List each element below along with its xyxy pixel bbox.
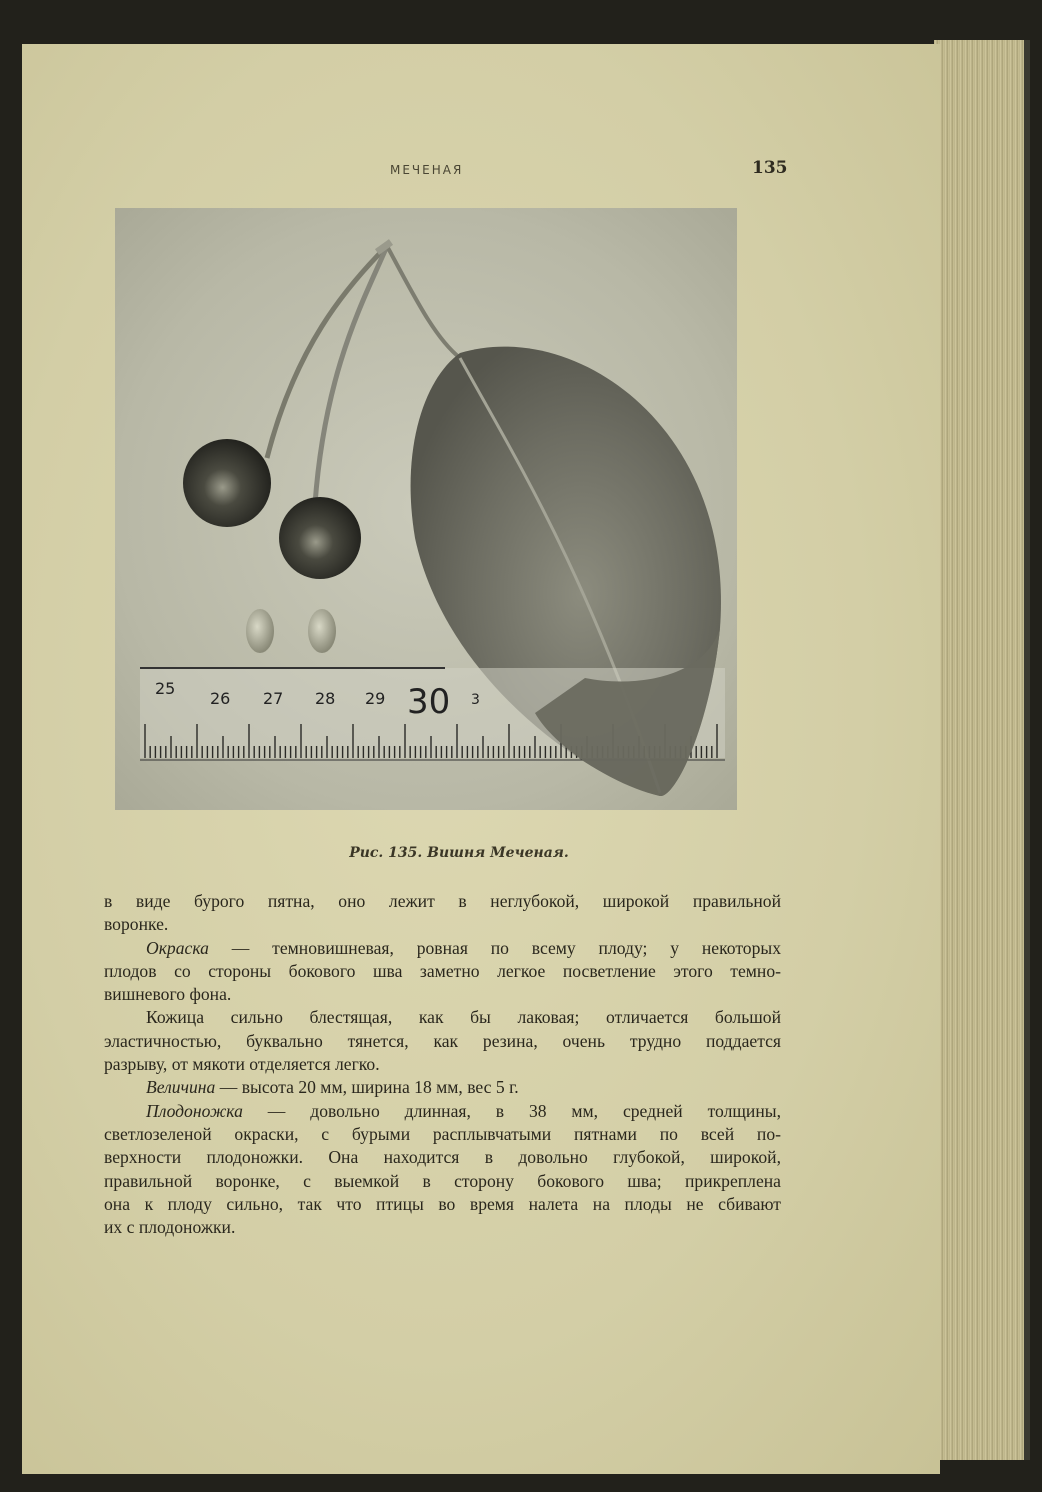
text-line: она к плоду сильно, так что птицы во время налета на плоды не сбивают bbox=[104, 1193, 781, 1214]
cherry-leaf-illustration bbox=[115, 208, 737, 810]
text-line: воронке. bbox=[104, 914, 169, 935]
text-line: плодов со стороны бокового шва заметно легкое посветление этого темно- bbox=[104, 960, 781, 981]
ruler-label-27: 27 bbox=[263, 689, 284, 708]
leaf-petiole bbox=[387, 246, 460, 358]
paragraph-stalk-line2 bbox=[104, 1123, 781, 1146]
paragraph-color-line3 bbox=[104, 983, 781, 1006]
text-line: Кожица сильно блестящая, как бы лаковая; отличается большой bbox=[146, 1007, 781, 1028]
figure-photo bbox=[115, 208, 737, 810]
paragraph-skin-line2 bbox=[104, 1030, 781, 1053]
ruler-label-25: 25 bbox=[155, 679, 176, 698]
paragraph-stalk-line4 bbox=[104, 1170, 781, 1193]
ruler-label-30: 30 bbox=[407, 682, 451, 722]
ruler-label-26: 26 bbox=[210, 689, 231, 708]
term-stalk: Плодоножка bbox=[146, 1100, 243, 1121]
paragraph-1-end bbox=[104, 913, 781, 936]
cherry-fruit-right bbox=[279, 497, 361, 579]
term-size: Величина bbox=[146, 1077, 216, 1098]
text-line: разрыву, от мякоти отделяется легко. bbox=[104, 1054, 380, 1075]
paragraph-1 bbox=[104, 890, 781, 913]
paragraph-skin-line3 bbox=[104, 1053, 781, 1076]
paragraph-skin bbox=[104, 1006, 781, 1029]
paragraph-stalk-line6 bbox=[104, 1216, 781, 1239]
text-line: — темновишневая, ровная по всему плоду; у некоторых bbox=[208, 937, 781, 958]
text-line: светлозеленой окраски, с бурыми расплывчатыми пятнами по всей по- bbox=[104, 1123, 781, 1144]
text-line: эластичностью, буквально тянется, как резина, очень трудно поддается bbox=[104, 1030, 781, 1051]
book-page-edges bbox=[934, 40, 1030, 1460]
paragraph-stalk-line5 bbox=[104, 1193, 781, 1216]
figure-caption: Рис. 135. Вишня Меченая. bbox=[349, 845, 569, 861]
cherry-pit-right bbox=[308, 609, 336, 653]
body-text bbox=[104, 890, 781, 1239]
cherry-pit-left bbox=[246, 609, 274, 653]
paragraph-color bbox=[104, 937, 781, 960]
text-line: верхности плодоножки. Она находится в довольно глубокой, широкой, bbox=[104, 1147, 781, 1168]
ruler-label-28: 28 bbox=[315, 689, 336, 708]
text-line: — высота 20 мм, ширина 18 мм, вес 5 г. bbox=[215, 1077, 519, 1098]
text-line: вишневого фона. bbox=[104, 984, 232, 1005]
term-color: Окраска bbox=[146, 937, 209, 958]
text-line: в виде бурого пятна, оно лежит в неглубокой, широкой правильной bbox=[104, 891, 781, 911]
running-title: МЕЧЕНАЯ bbox=[390, 163, 464, 177]
text-line: правильной воронке, с выемкой в сторону бокового шва; прикреплена bbox=[104, 1170, 781, 1191]
paragraph-stalk bbox=[104, 1100, 781, 1123]
ruler-label-29: 29 bbox=[365, 689, 386, 708]
page-number: 135 bbox=[752, 158, 788, 178]
text-line: — довольно длинная, в 38 мм, средней толщины, bbox=[242, 1100, 781, 1121]
paragraph-size bbox=[104, 1076, 781, 1099]
paragraph-stalk-line3 bbox=[104, 1146, 781, 1169]
paragraph-color-line2 bbox=[104, 960, 781, 983]
ruler-label-31: 3 bbox=[471, 692, 480, 708]
text-line: их с плодоножки. bbox=[104, 1217, 236, 1238]
cherry-fruit-left bbox=[183, 439, 271, 527]
